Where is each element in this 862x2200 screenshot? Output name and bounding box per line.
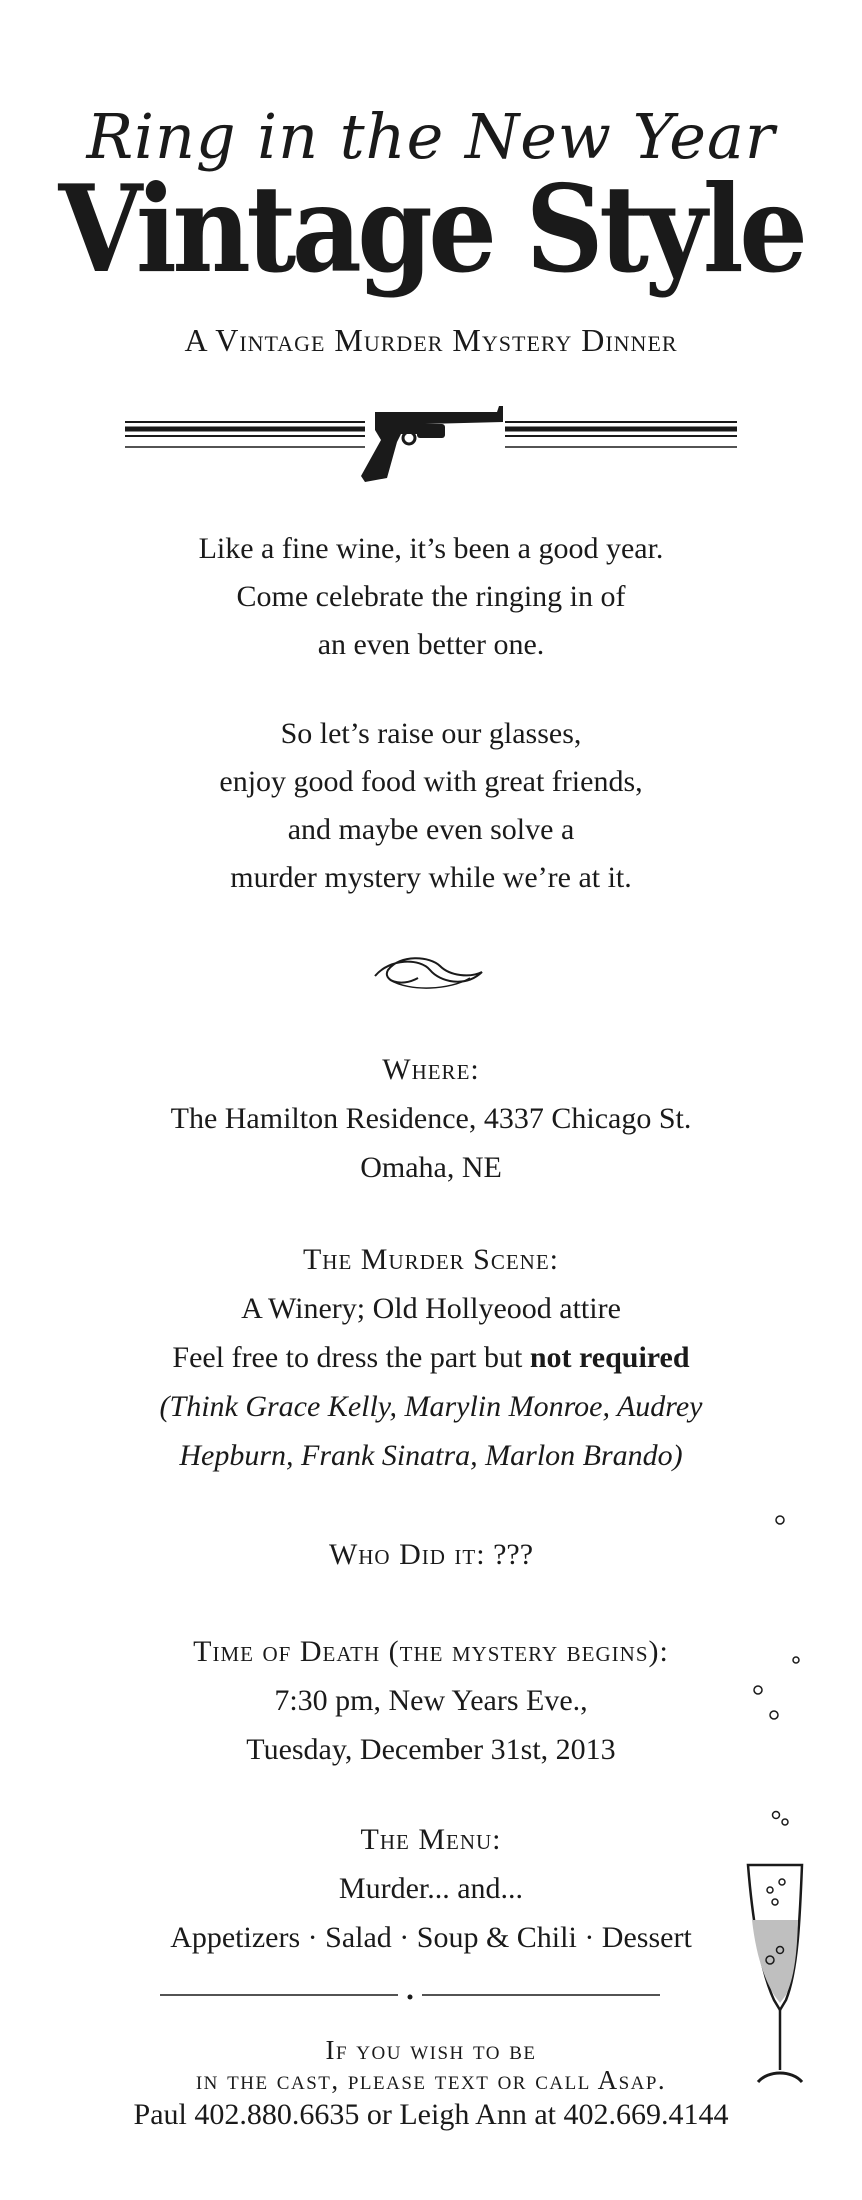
cast-phones: Paul 402.880.6635 or Leigh Ann at 402.669.4144 bbox=[133, 2098, 729, 2131]
scene-line-text: Feel free to dress the part but bbox=[172, 1341, 530, 1374]
cast-section bbox=[0, 2035, 862, 2095]
who-value: ??? bbox=[493, 1538, 534, 1571]
time-label: Time of Death (the mystery begins): bbox=[193, 1635, 669, 1668]
intro-line: an even better one. bbox=[317, 628, 545, 661]
menu-label: The Menu: bbox=[360, 1823, 502, 1856]
intro-line: Come celebrate the ringing in of bbox=[236, 580, 626, 613]
who-section bbox=[0, 1530, 862, 1579]
scene-line: (Think Grace Kelly, Marylin Monroe, Audrey bbox=[159, 1390, 703, 1423]
where-label: Where: bbox=[382, 1053, 480, 1086]
intro-line: Like a fine wine, it’s been a good year. bbox=[198, 532, 664, 565]
champagne-glass-icon bbox=[740, 1860, 820, 2090]
flourish-icon bbox=[370, 948, 490, 998]
where-line: The Hamilton Residence, 4337 Chicago St. bbox=[170, 1102, 692, 1135]
intro-line: and maybe even solve a bbox=[287, 813, 575, 846]
script-title: Ring in the New Year bbox=[86, 100, 776, 173]
scene-line: A Winery; Old Hollyeood attire bbox=[241, 1292, 621, 1325]
scene-line bbox=[0, 1333, 862, 1382]
time-section bbox=[0, 1627, 862, 1774]
where-section bbox=[0, 1045, 862, 1192]
who-label: Who Did it: bbox=[328, 1538, 486, 1571]
time-line: Tuesday, December 31st, 2013 bbox=[246, 1733, 616, 1766]
intro-paragraph-1 bbox=[0, 525, 862, 669]
revolver-icon bbox=[125, 400, 737, 490]
menu-line: Appetizers · Salad · Soup & Chili · Dessert bbox=[170, 1921, 692, 1954]
where-line: Omaha, NE bbox=[360, 1151, 502, 1184]
bubbles-icon bbox=[740, 1510, 820, 1850]
menu-divider bbox=[160, 1985, 660, 2005]
menu-line: Murder... and... bbox=[338, 1872, 524, 1905]
time-line: 7:30 pm, New Years Eve., bbox=[274, 1684, 588, 1717]
intro-line: enjoy good food with great friends, bbox=[219, 765, 643, 798]
scene-line-bold: not required bbox=[529, 1341, 690, 1374]
scene-section bbox=[0, 1235, 862, 1480]
cast-line: in the cast, please text or call Asap. bbox=[195, 2065, 667, 2095]
subtitle: A Vintage Murder Mystery Dinner bbox=[184, 322, 678, 358]
main-title: Vintage Style bbox=[58, 159, 804, 300]
scene-label: The Murder Scene: bbox=[302, 1243, 559, 1276]
intro-paragraph-2 bbox=[0, 710, 862, 902]
intro-line: murder mystery while we’re at it. bbox=[230, 861, 632, 894]
menu-section bbox=[0, 1815, 862, 1962]
intro-line: So let’s raise our glasses, bbox=[280, 717, 582, 750]
cast-line: If you wish to be bbox=[325, 2035, 537, 2065]
scene-line: Hepburn, Frank Sinatra, Marlon Brando) bbox=[179, 1439, 683, 1472]
